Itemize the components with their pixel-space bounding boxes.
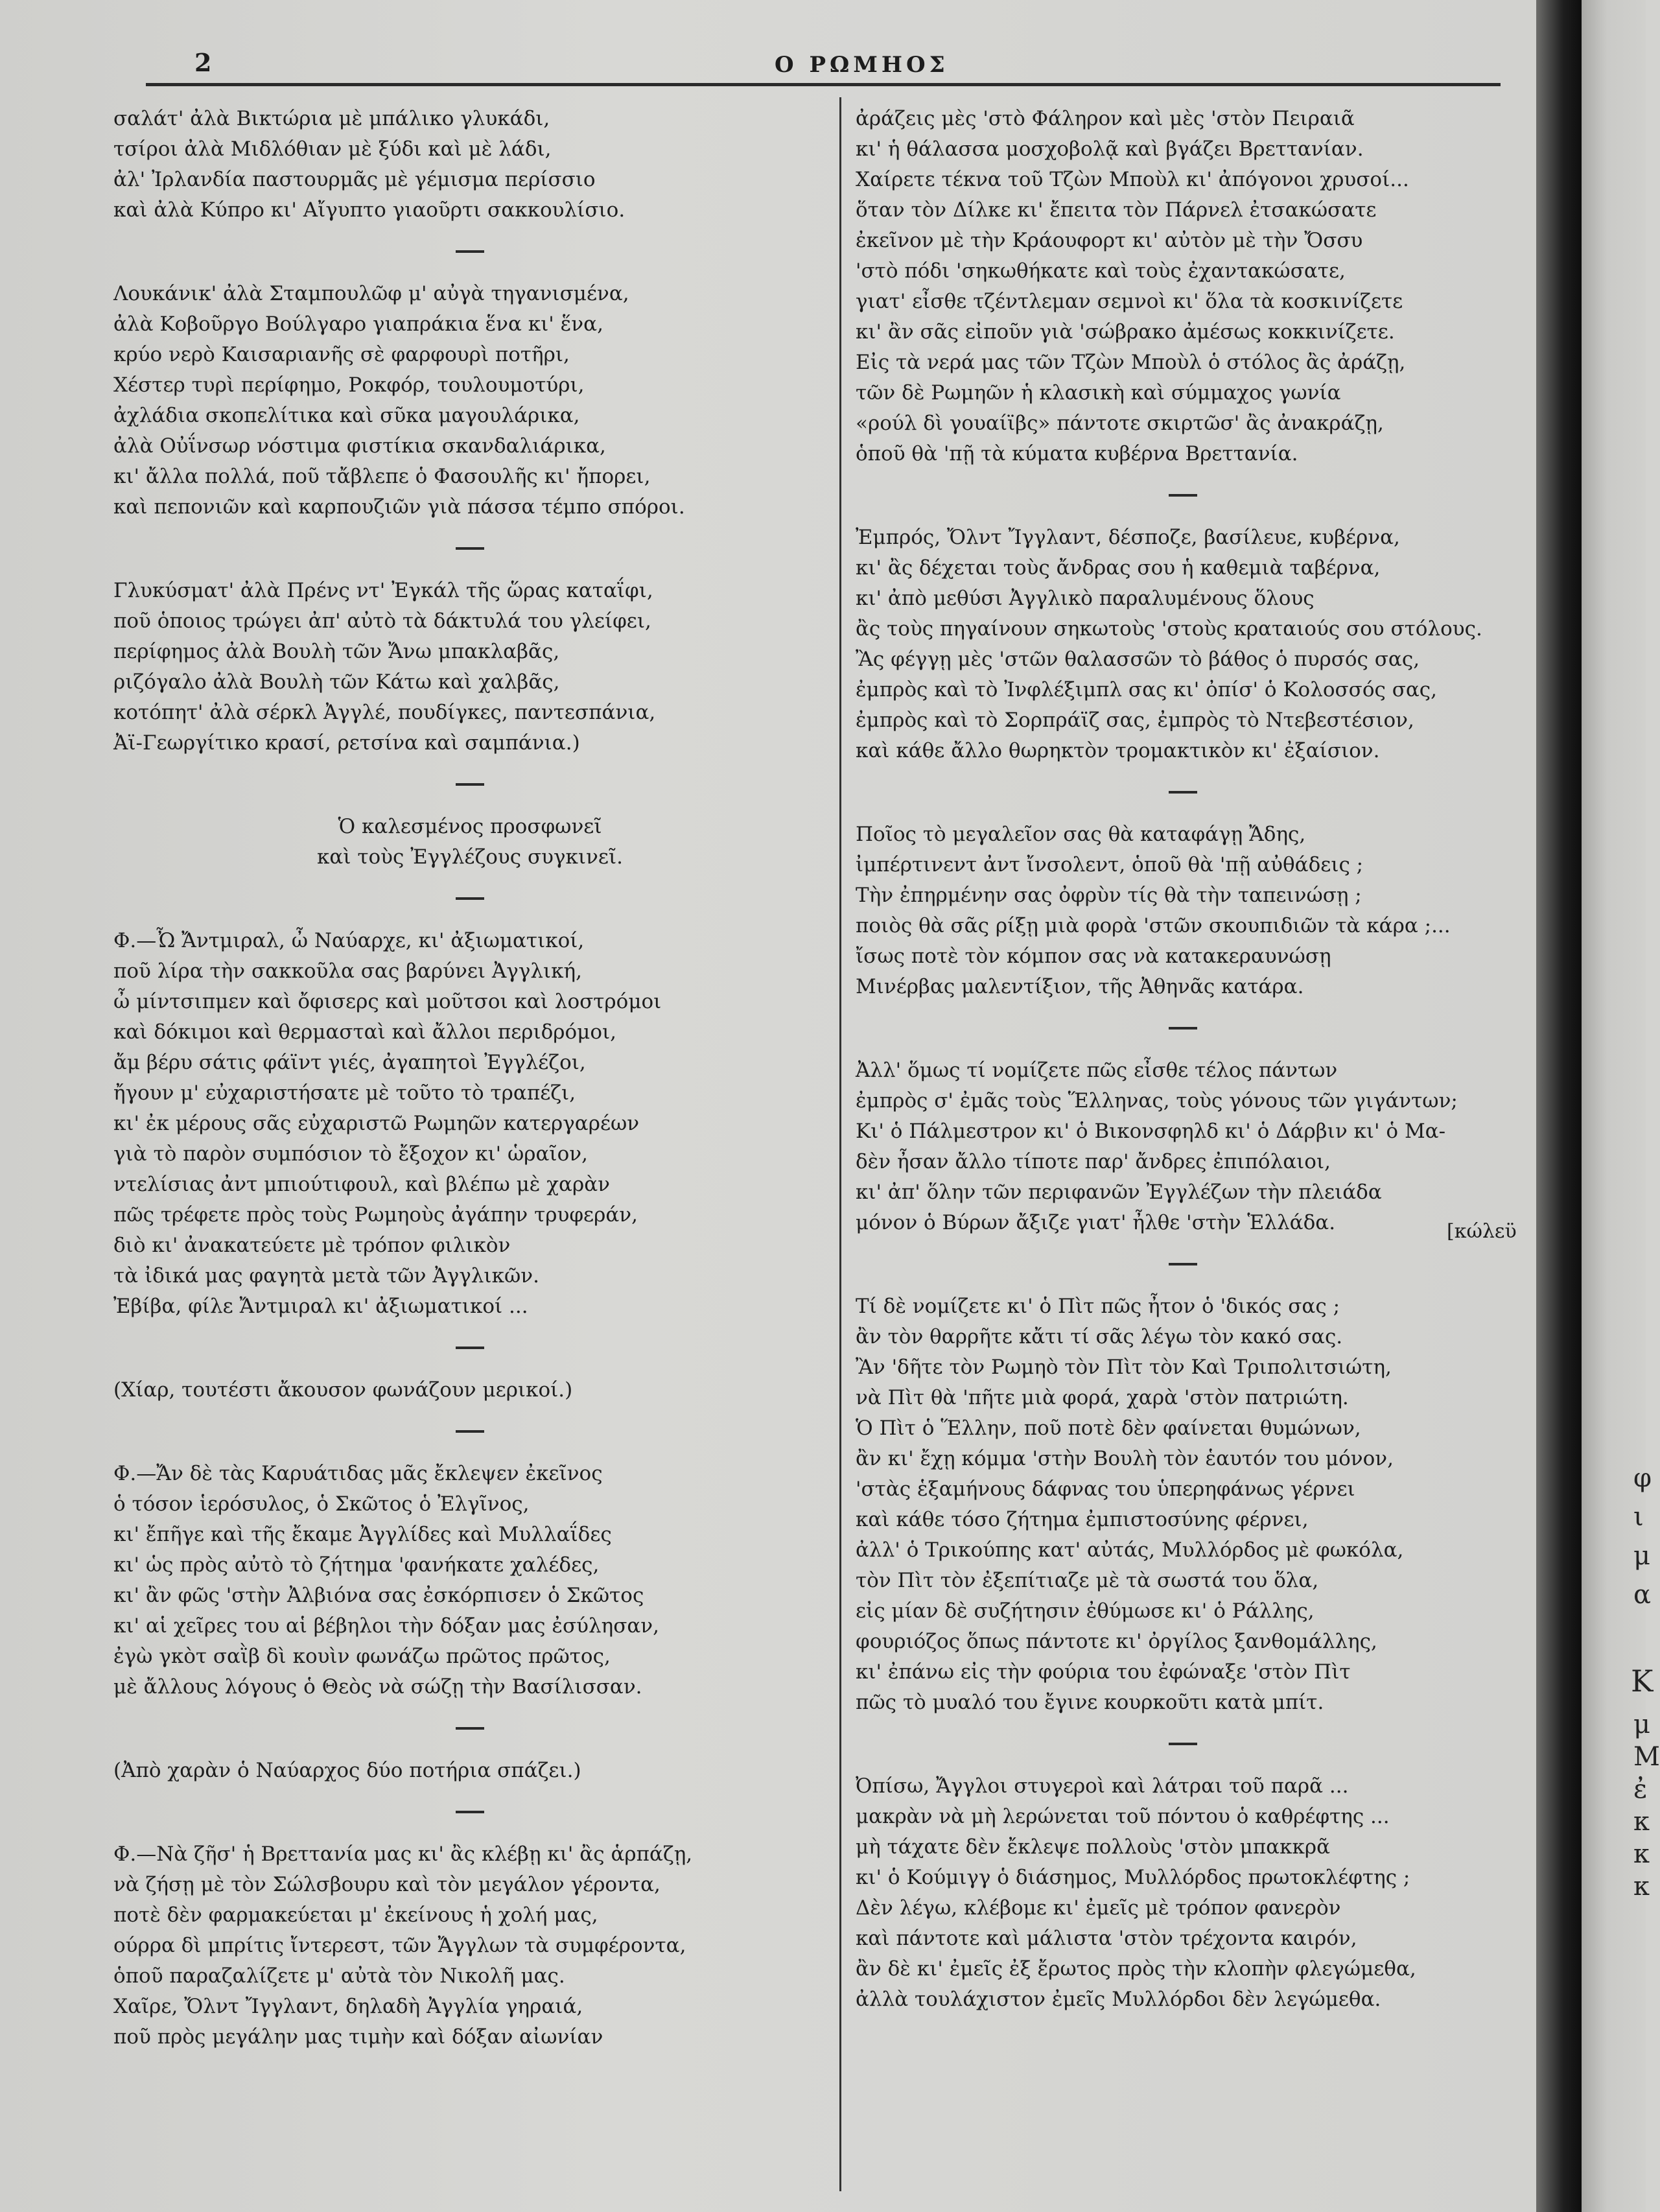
section-separator: [113, 1322, 826, 1375]
verse-line: ἂν δὲ κι' ἐμεῖς ἐξ ἔρωτος πρὸς τὴν κλοπὴν φλεγώμεθα,: [856, 1957, 1416, 1981]
verse-line: μὴ τάχατε δὲν ἔκλεψε πολλοὺς 'στὸν μπακκρᾶ: [856, 1835, 1330, 1859]
verse-line: ἀλὰ Οὐΐνσωρ νόστιμα φιστίκια σκανδαλιάρικα,: [113, 434, 606, 458]
adjacent-page-letter: μ: [1633, 1541, 1650, 1571]
verse-line: καὶ κάθε τόσο ζήτημα ἐμπιστοσύνης φέρνει,: [856, 1508, 1309, 1531]
verse-line: Κι' ὁ Πάλμεστρον κι' ὁ Βικονσφηλδ κι' ὁ Δάρβιν κι' ὁ Μα-: [856, 1120, 1446, 1143]
verse-line: κι' ἂς δέχεται τοὺς ἄνδρας σου ἡ καθεμιὰ ταβέρνα,: [856, 556, 1381, 580]
verse-line: ἄμ βέρυ σάτις φάϊντ γιές, ἀγαπητοὶ Ἐγγλέζοι,: [113, 1051, 586, 1074]
left-column: [113, 104, 826, 2053]
verse-line: ἐμπρὸς σ' ἐμᾶς τοὺς Ἕλληνας, τοὺς γόνους τῶν γιγάντων;: [856, 1089, 1458, 1112]
header-rule: [146, 83, 1501, 86]
verse-line: ποτὲ δὲν φαρμακεύεται μ' ἐκείνους ἡ χολή μας,: [113, 1903, 598, 1927]
verse-line: Ἂς φέγγῃ μὲς 'στῶν θαλασσῶν τὸ βάθος ὁ πυρσός σας,: [856, 648, 1420, 671]
adjacent-page-letter: μ: [1633, 1710, 1650, 1739]
section-separator: [113, 1702, 826, 1756]
verse-line: Χαῖρε, Ὄλντ Ἴγγλαντ, δηλαδὴ Ἀγγλία γηραιά,: [113, 1995, 583, 2018]
verse-line: νὰ Πὶτ θὰ 'πῆτε μιὰ φορά, χαρὰ 'στὸν πατριώτη.: [856, 1386, 1349, 1409]
verse-line: ποῦ πρὸς μεγάλην μας τιμὴν καὶ δόξαν αἰωνίαν: [113, 2025, 603, 2049]
verse-line: κι' ἂν φῶς 'στὴν Ἀλβιόνα σας ἐσκόρπισεν ὁ Σκῶτος: [113, 1584, 644, 1607]
adjacent-page-letter: ἐ: [1633, 1774, 1648, 1804]
verse-line: Φ.—Ὦ Ἄντμιραλ, ὦ Ναύαρχε, κι' ἀξιωματικοί,: [113, 929, 585, 952]
verse-line: τῶν δὲ Ρωμηῶν ἡ κλασικὴ καὶ σύμμαχος γωνία: [856, 381, 1341, 405]
verse-line: Ὁ Πὶτ ὁ Ἕλλην, ποῦ ποτὲ δὲν φαίνεται θυμώνων,: [856, 1417, 1361, 1440]
verse-line: καὶ ἀλὰ Κύπρο κι' Αἴγυπτο γιαοῦρτι σακκουλίσιο.: [113, 198, 625, 222]
verse-line: ἰμπέρτινεντ ἀντ ἴνσολεντ, ὁποῦ θὰ 'πῇ αὐθάδεις ;: [856, 853, 1364, 877]
verse-line: Τὴν ἐπηρμένην σας ὀφρὺν τίς θὰ τὴν ταπεινώσῃ ;: [856, 884, 1362, 907]
verse-line: κι' ἐπάνω εἰς τὴν φούρια του ἐφώναξε 'στὸν Πὶτ: [856, 1660, 1351, 1684]
verse-line: κρύο νερὸ Καισαριανῆς σὲ φαρφουρὶ ποτῆρι,: [113, 343, 570, 366]
section-separator: [856, 1002, 1510, 1055]
page-number: 2: [194, 48, 212, 77]
verse-line: (Χίαρ, τουτέστι ἄκουσον φωνάζουν μερικοί.): [113, 1378, 573, 1402]
verse-line: μόνον ὁ Βύρων ἄξιζε γιατ' ἦλθε 'στὴν Ἑλλάδα.: [856, 1211, 1336, 1234]
verse-line: περίφημος ἀλὰ Βουλὴ τῶν Ἄνω μπακλαβᾶς,: [113, 640, 560, 663]
section-separator: [856, 469, 1510, 523]
verse-line: ἂν τὸν θαρρῆτε κἄτι τί σᾶς λέγω τὸν κακό σας.: [856, 1325, 1343, 1348]
verse-line: ἐμπρὸς καὶ τὸ Ἰνφλέξιμπλ σας κι' ὀπίσ' ὁ Κολοσσός σας,: [856, 678, 1438, 701]
book-gutter-shadow: [1536, 0, 1582, 2212]
verse-line: Ἐβίβα, φίλε Ἄντμιραλ κι' ἀξιωματικοί ...: [113, 1295, 528, 1318]
verse-line: μὲ ἄλλους λόγους ὁ Θεὸς νὰ σώζῃ τὴν Βασίλισσαν.: [113, 1675, 642, 1699]
newspaper-title: Ο ΡΩΜΗΟΣ: [775, 52, 949, 78]
verse-line: Λουκάνικ' ἀλὰ Σταμπουλῶφ μ' αὐγὰ τηγανισμένα,: [113, 282, 629, 305]
adjacent-page-edge: [1582, 0, 1660, 2212]
verse-line: ὁποῦ θὰ 'πῇ τὰ κύματα κυβέρνα Βρεττανία.: [856, 442, 1298, 465]
stage-direction-line: καὶ τοὺς Ἐγγλέζους συγκινεῖ.: [317, 845, 623, 869]
section-separator: [113, 523, 826, 576]
adjacent-page-letter: Κ: [1631, 1664, 1654, 1699]
verse-line: ὁποῦ παραζαλίζετε μ' αὐτὰ τὸν Νικολῆ μας.: [113, 1964, 565, 1988]
verse-line: ἂς τοὺς πηγαίνουν σηκωτοὺς 'στοὺς κραταιούς σου στόλους.: [856, 617, 1482, 641]
adjacent-page-letter: ι: [1633, 1502, 1644, 1532]
verse-line: Γλυκύσματ' ἀλὰ Πρένς ντ' Ἐγκάλ τῆς ὥρας καταΐφι,: [113, 579, 653, 602]
verse-line: Μινέρβας μαλεντίξιον, τῆς Ἀθηνᾶς κατάρα.: [856, 975, 1304, 998]
verse-line: κι' ἀπὸ μεθύσι Ἀγγλικὸ παραλυμένους ὅλους: [856, 587, 1315, 610]
verse-line: Εἰς τὰ νερά μας τῶν Τζὼν Μποὺλ ὁ στόλος ἂς ἀράζῃ,: [856, 351, 1406, 374]
verse-line: ἀλὰ Κοβοῦργο Βούλγαρο γιαπράκια ἕνα κι' ἕνα,: [113, 312, 603, 336]
adjacent-page-letter: κ: [1633, 1839, 1650, 1869]
verse-line: ριζόγαλο ἀλὰ Βουλὴ τῶν Κάτω καὶ χαλβᾶς,: [113, 670, 560, 694]
verse-line: Τί δὲ νομίζετε κι' ὁ Πὶτ πῶς ἦτον ὁ 'δικός σας ;: [856, 1295, 1340, 1318]
verse-line: γιὰ τὸ παρὸν συμπόσιον τὸ ἔξοχον κι' ὡραῖον,: [113, 1142, 588, 1166]
verse-line: καὶ κάθε ἄλλο θωρηκτὸν τρομακτικὸν κι' ἐξαίσιον.: [856, 739, 1380, 762]
margin-continuation: [κώλεϋ: [1447, 1220, 1517, 1243]
verse-line: κι' ὁ Κούμιγγ ὁ διάσημος, Μυλλόρδος πρωτοκλέφτης ;: [856, 1866, 1410, 1889]
verse-line: φουριόζος ὅπως πάντοτε κι' ὀργίλος ξανθομάλλης,: [856, 1630, 1377, 1653]
verse-line: ποιὸς θὰ σᾶς ρίξῃ μιὰ φορὰ 'στῶν σκουπιδιῶν τὰ κάρα ;...: [856, 914, 1451, 937]
section-separator: [113, 1406, 826, 1459]
column-divider: [839, 97, 841, 2191]
verse-line: ποῦ ὁποιος τρώγει ἀπ' αὐτὸ τὰ δάκτυλά του γλείφει,: [113, 609, 651, 633]
verse-line: ντελίσιας ἀντ μπιούτιφουλ, καὶ βλέπω μὲ χαρὰν: [113, 1173, 610, 1196]
verse-line: ἂν κι' ἔχῃ κόμμα 'στὴν Βουλὴ τὸν ἑαυτόν του μόνον,: [856, 1447, 1394, 1470]
verse-line: Ἀλλ' ὅμως τί νομίζετε πῶς εἶσθε τέλος πάντων: [856, 1059, 1338, 1082]
verse-line: κι' ἔπῆγε καὶ τῆς ἔκαμε Ἀγγλίδες καὶ Μυλλαΐδες: [113, 1523, 612, 1546]
verse-line: ἐμπρὸς καὶ τὸ Σορπράϊζ σας, ἐμπρὸς τὸ Ντεβεστέσιον,: [856, 709, 1414, 732]
verse-line: γιατ' εἶσθε τζέντλεμαν σεμνοὶ κι' ὅλα τὰ κοσκινίζετε: [856, 290, 1403, 313]
verse-line: κι' ἐκ μέρους σᾶς εὐχαριστῶ Ρωμηῶν κατεργαρέων: [113, 1112, 640, 1135]
verse-line: κι' ἀπ' ὅλην τῶν περιφανῶν Ἐγγλέζων τὴν πλειάδα: [856, 1181, 1382, 1204]
verse-line: Ἂν 'δῆτε τὸν Ρωμηὸ τὸν Πὶτ τὸν Καὶ Τριπολιτσιώτη,: [856, 1356, 1392, 1379]
verse-line: κι' ὡς πρὸς αὐτὸ τὸ ζήτημα 'φανήκατε χαλέδες,: [113, 1553, 600, 1577]
verse-line: «ρούλ δὶ γουαίϊβς» πάντοτε σκιρτῶσ' ἂς ἀνακράζῃ,: [856, 412, 1384, 435]
verse-line: μακρὰν νὰ μὴ λερώνεται τοῦ πόντου ὁ καθρέφτης ...: [856, 1805, 1390, 1828]
section-separator: [113, 873, 826, 926]
verse-line: ὦ μίντσιπμεν καὶ ὄφισερς καὶ μοῦτσοι καὶ λοστρόμοι: [113, 990, 662, 1013]
verse-line: καὶ πεπονιῶν καὶ καρπουζιῶν γιὰ πάσσα τέμπο σπόροι.: [113, 495, 685, 519]
verse-line: τσίροι ἀλὰ Μιδλόθιαν μὲ ξύδι καὶ μὲ λάδι,: [113, 137, 552, 161]
verse-line: ἐγὼ γκὸτ σαῒβ δὶ κουὶν φωνάζω πρῶτος πρῶτος,: [113, 1645, 611, 1668]
verse-line: πῶς τρέφετε πρὸς τοὺς Ρωμηοὺς ἀγάπην τρυφεράν,: [113, 1203, 638, 1227]
verse-line: κοτόπητ' ἀλὰ σέρκλ Ἀγγλέ, πουδίγκες, παντεσπάνια,: [113, 701, 656, 724]
section-separator: [113, 759, 826, 812]
adjacent-page-letter: Μ: [1633, 1742, 1660, 1772]
section-separator: [113, 1786, 826, 1839]
verse-line: ὁ τόσον ἱερόσυλος, ὁ Σκῶτος ὁ Ἐλγῖνος,: [113, 1492, 530, 1516]
verse-line: καὶ πάντοτε καὶ μάλιστα 'στὸν τρέχοντα καιρόν,: [856, 1927, 1357, 1950]
verse-line: κι' ἂν σᾶς εἰποῦν γιὰ 'σώβρακο ἀμέσως κοκκινίζετε.: [856, 320, 1395, 344]
section-separator: [856, 766, 1510, 819]
verse-line: καὶ δόκιμοι καὶ θερμασταὶ καὶ ἄλλοι περιδρόμοι,: [113, 1020, 616, 1044]
verse-line: δὲν ἦσαν ἄλλο τίποτε παρ' ἄνδρες ἐπιπόλαιοι,: [856, 1150, 1331, 1173]
verse-line: εἰς μίαν δὲ συζήτησιν ἐθύμωσε κι' ὁ Ράλλης,: [856, 1599, 1315, 1623]
verse-line: ὅταν τὸν Δίλκε κι' ἔπειτα τὸν Πάρνελ ἐτσακώσατε: [856, 198, 1377, 222]
verse-line: ἀλλὰ τουλάχιστον ἐμεῖς Μυλλόρδοι δὲν λεγώμεθα.: [856, 1988, 1381, 2011]
adjacent-page-letter: φ: [1633, 1463, 1652, 1493]
verse-line: πῶς τὸ μυαλό του ἔγινε κουρκοῦτι κατὰ μπίτ.: [856, 1691, 1324, 1714]
verse-line: ἴσως ποτὲ τὸν κόμπον σας νὰ κατακεραυνώσῃ: [856, 945, 1331, 968]
verse-line: τὸν Πὶτ τὸν ἐξεπίτιαζε μὲ τὰ σωστά του ὅλα,: [856, 1569, 1319, 1592]
verse-line: Ἀϊ-Γεωργίτικο κρασί, ρετσίνα καὶ σαμπάνια.): [113, 731, 580, 755]
verse-line: νὰ ζήσῃ μὲ τὸν Σώλσβουρυ καὶ τὸν μεγάλον γέροντα,: [113, 1873, 660, 1896]
verse-line: Δὲν λέγω, κλέβομε κι' ἐμεῖς μὲ τρόπον φανερὸν: [856, 1896, 1341, 1920]
section-separator: [113, 226, 826, 279]
verse-line: ἀλ' Ἰρλανδία παστουρμᾶς μὲ γέμισμα περίσσιο: [113, 168, 596, 191]
verse-line: τὰ ἰδικά μας φαγητὰ μετὰ τῶν Ἀγγλικῶν.: [113, 1264, 539, 1288]
verse-line: κι' ἄλλα πολλά, ποῦ τἄβλεπε ὁ Φασουλῆς κι' ἤπορει,: [113, 465, 651, 488]
verse-line: ἀχλάδια σκοπελίτικα καὶ σῦκα μαγουλάρικα,: [113, 404, 580, 427]
verse-line: Ποῖος τὸ μεγαλεῖον σας θὰ καταφάγῃ Ἄδης,: [856, 823, 1306, 846]
verse-line: 'στὸ πόδι 'σηκωθήκατε καὶ τοὺς ἐχαντακώσατε,: [856, 259, 1346, 283]
verse-line: σαλάτ' ἀλὰ Βικτώρια μὲ μπάλικο γλυκάδι,: [113, 107, 550, 130]
verse-line: Ἐμπρός, Ὄλντ Ἴγγλαντ, δέσποζε, βασίλευε, κυβέρνα,: [856, 526, 1400, 549]
verse-line: Χαίρετε τέκνα τοῦ Τζὼν Μποὺλ κι' ἀπόγονοι χρυσοί...: [856, 168, 1409, 191]
right-column: [856, 104, 1510, 2015]
verse-line: ἤγουν μ' εὐχαριστήσατε μὲ τοῦτο τὸ τραπέζι,: [113, 1081, 576, 1105]
stage-direction-line: Ὁ καλεσμένος προσφωνεῖ: [338, 815, 602, 838]
verse-line: ἀράζεις μὲς 'στὸ Φάληρον καὶ μὲς 'στὸν Πειραιᾶ: [856, 107, 1355, 130]
adjacent-page-letter: α: [1633, 1580, 1652, 1610]
section-separator: [856, 1238, 1510, 1291]
verse-line: (Ἀπὸ χαρὰν ὁ Ναύαρχος δύο ποτήρια σπάζει.): [113, 1759, 581, 1782]
verse-line: κι' αἱ χεῖρες του αἱ βέβηλοι τὴν δόξαν μας ἐσύλησαν,: [113, 1614, 660, 1638]
verse-line: Χέστερ τυρὶ περίφημο, Ροκφόρ, τουλουμοτύρι,: [113, 373, 585, 397]
verse-line: 'στὰς ἑξαμήνους δάφνας του ὑπερηφάνως γέρνει: [856, 1477, 1355, 1501]
verse-line: ποῦ λίρα τὴν σακκοῦλα σας βαρύνει Ἀγγλική,: [113, 959, 582, 983]
verse-line: διὸ κι' ἀνακατεύετε μὲ τρόπον φιλικὸν: [113, 1234, 511, 1257]
verse-line: κι' ἡ θάλασσα μοσχοβολᾷ καὶ βγάζει Βρεττανίαν.: [856, 137, 1364, 161]
verse-line: Φ.—Νὰ ζῆσ' ἡ Βρεττανία μας κι' ἂς κλέβῃ κι' ἂς ἁρπάζῃ,: [113, 1842, 693, 1866]
verse-line: ούρρα δὶ μπρίτις ἴντερεστ, τῶν Ἄγγλων τὰ συμφέροντα,: [113, 1934, 686, 1957]
section-separator: [856, 1718, 1510, 1771]
verse-line: Ὀπίσω, Ἄγγλοι στυγεροὶ καὶ λάτραι τοῦ παρᾶ ...: [856, 1774, 1349, 1798]
adjacent-page-letter: κ: [1633, 1807, 1650, 1837]
adjacent-page-letter: κ: [1633, 1872, 1650, 1901]
verse-line: ἀλλ' ὁ Τρικούπης κατ' αὐτάς, Μυλλόρδος μὲ φωκόλα,: [856, 1538, 1404, 1562]
verse-line: Φ.—Ἄν δὲ τὰς Καρυάτιδας μᾶς ἔκλεψεν ἐκεῖνος: [113, 1462, 603, 1485]
verse-line: ἐκεῖνον μὲ τὴν Κράουφορτ κι' αὐτὸν μὲ τὴν Ὄσσυ: [856, 229, 1363, 252]
